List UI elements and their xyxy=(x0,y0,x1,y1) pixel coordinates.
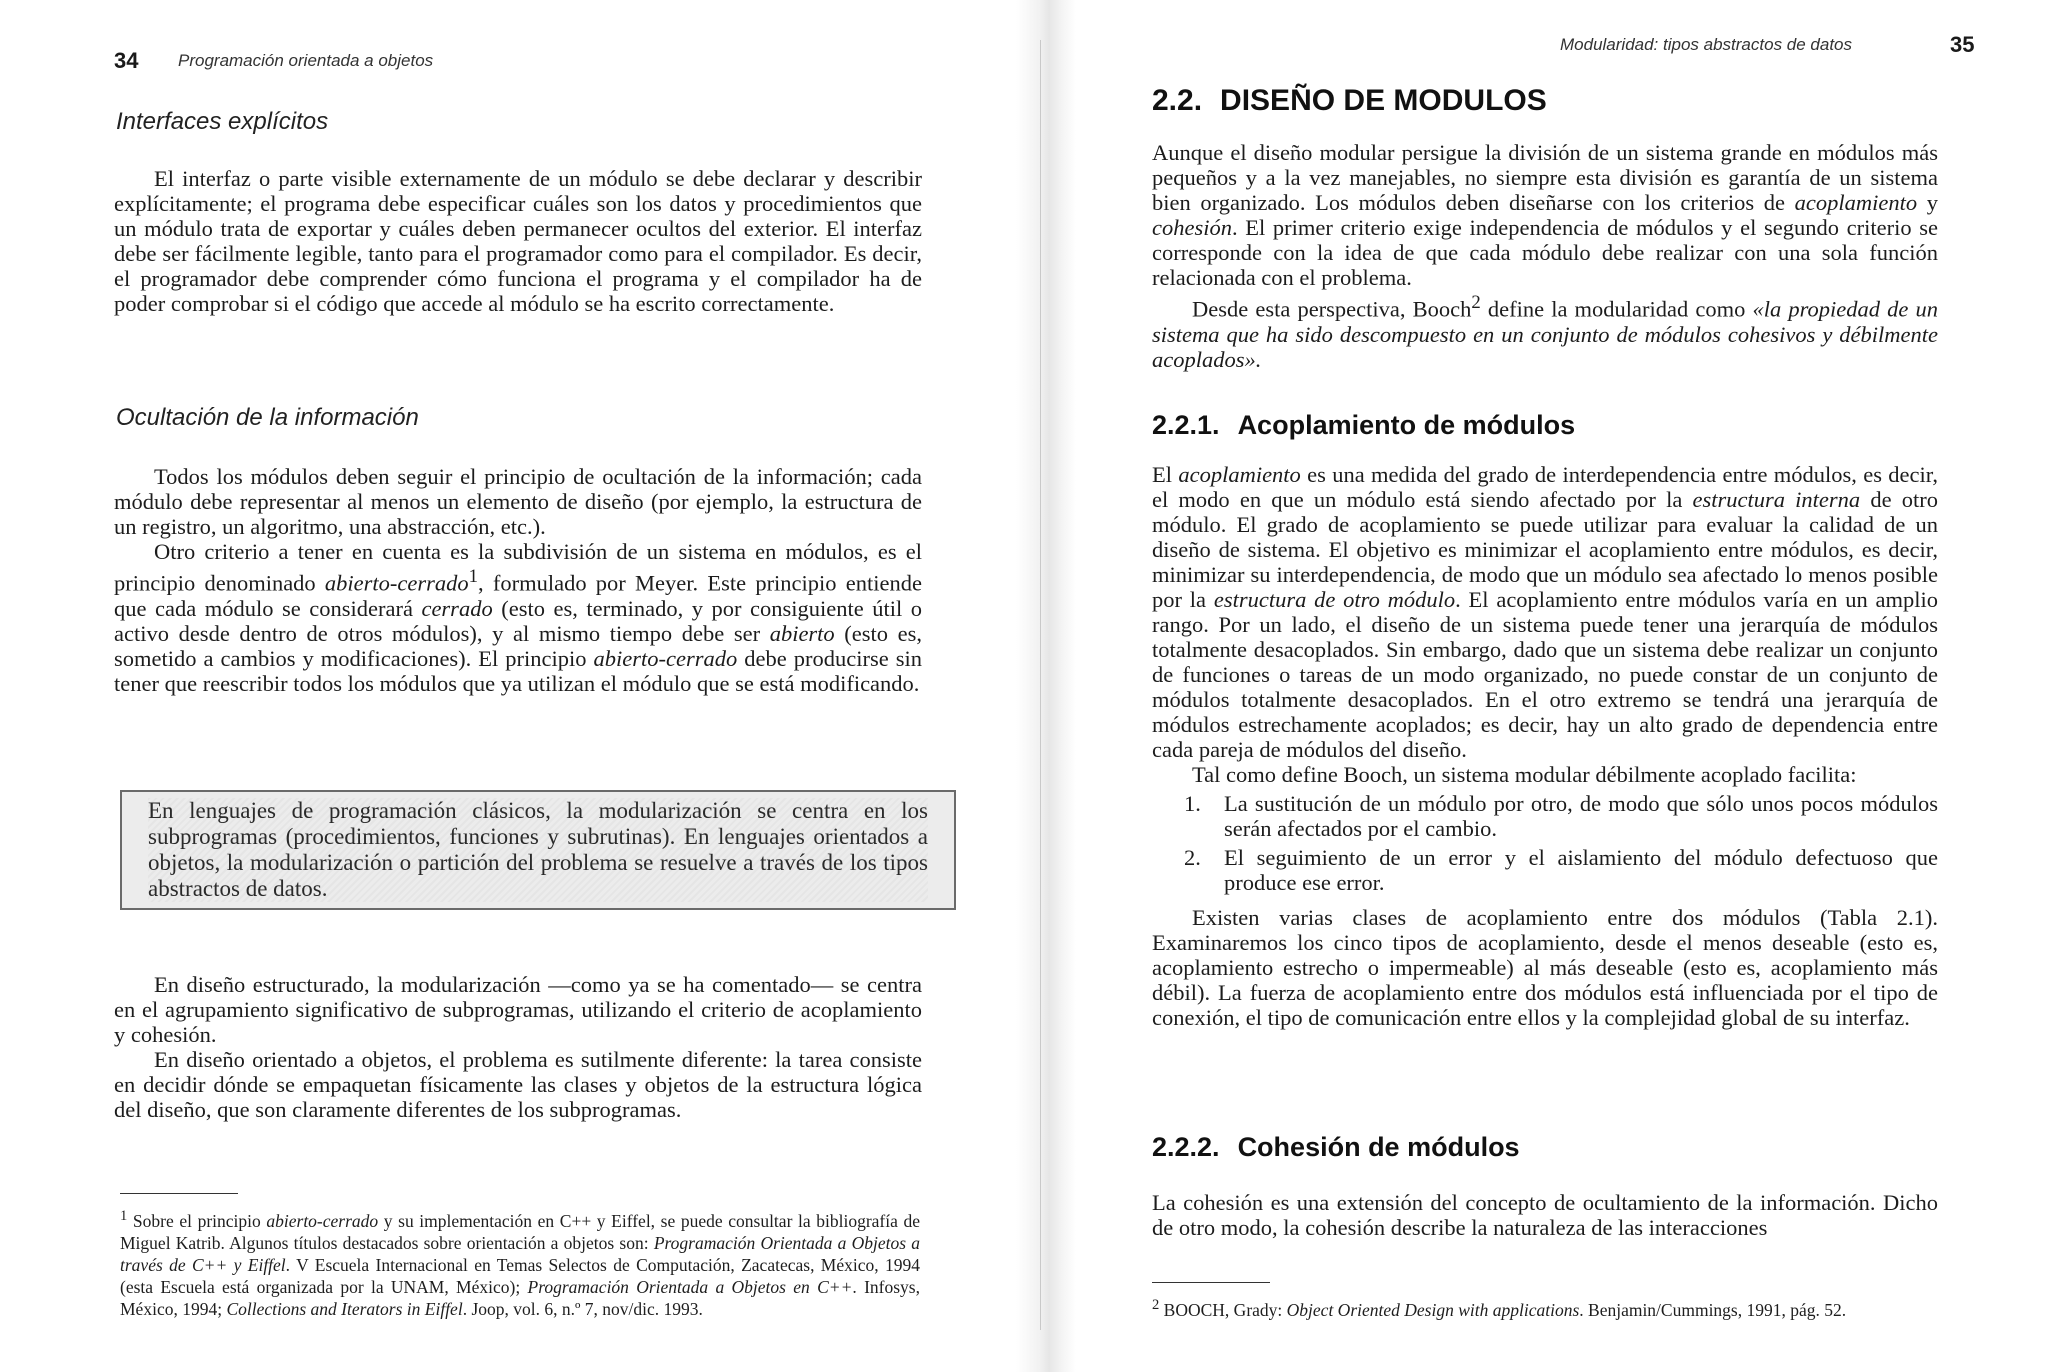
text-run: Desde esta perspectiva, Booch xyxy=(1192,296,1472,322)
emphasis-cerrado: cerrado xyxy=(421,595,493,621)
subsection-heading-cohesion xyxy=(1152,1132,1520,1163)
emphasis: Programación Orientada a Objetos en C++ xyxy=(527,1276,853,1297)
list-item-number: 1. xyxy=(1184,791,1201,816)
text-run: de otro módulo. El grado de acoplamiento se puede utilizar para evaluar la calidad de un diseño de sistema. El objetivo es minimizar el acoplamiento entre módulos, es decir, minimizar su interdependencia, de modo que un módulo sea afectado lo menos posible por la xyxy=(1152,487,1938,612)
footnote-rule-right xyxy=(1152,1282,1270,1283)
footnote-ref-2: 2 xyxy=(1471,292,1481,313)
section-title: DISEÑO DE MODULOS xyxy=(1220,84,1547,117)
emphasis: Programación Orientada a Objetos a través de C++ y Eiffel xyxy=(120,1232,921,1275)
emphasis: estructura interna xyxy=(1692,487,1861,512)
subhead-ocultacion: Ocultación de la información xyxy=(116,404,419,431)
paragraph-ocultacion-1: Todos los módulos deben seguir el principio de ocultación de la información; cada módulo debe representar al menos un elemento de diseño (por ejemplo, la estructura de un registro, un algoritmo, una abstracción, etc.). xyxy=(114,464,922,539)
numbered-list xyxy=(1184,791,1938,895)
text-run: . Benjamin/Cummings, 1991, pág. 52. xyxy=(1579,1299,1847,1320)
footnote-number: 1 xyxy=(120,1208,128,1224)
text-run: BOOCH, Grady: xyxy=(1159,1299,1287,1320)
text-run: y xyxy=(1917,190,1939,215)
section-diseno-modulos xyxy=(1152,140,1938,372)
list-item-text: El seguimiento de un error y el aislamiento del módulo defectuoso que produce ese error. xyxy=(1224,845,1938,895)
emphasis: Collections and Iterators in Eiffel xyxy=(226,1298,463,1319)
running-head-right: Modularidad: tipos abstractos de datos xyxy=(1560,35,1853,54)
footnote-1 xyxy=(120,1205,920,1320)
paragraph-diseno-2: En diseño orientado a objetos, el problema es sutilmente diferente: la tarea consiste en decidir dónde se empaquetan físicamente las clases y objetos de la estructura lógica del diseño, que son claramente diferentes de los subprogramas. xyxy=(114,1047,922,1122)
emphasis: estructura de otro módulo xyxy=(1213,587,1456,612)
emphasis-abierto-cerrado-2: abierto-cerrado xyxy=(593,645,738,671)
paragraph-interfaces xyxy=(114,166,922,316)
text-run: Otro criterio a tener en cuenta es la subdivisión de un sistema en módulos, es el principio denominado xyxy=(114,539,922,596)
subsection-number: 2.2.1. xyxy=(1152,410,1220,440)
section-cohesion xyxy=(1152,1190,1938,1240)
paragraph-ocultacion-2 xyxy=(114,539,922,696)
list-item-number: 2. xyxy=(1184,845,1201,870)
paragraph-acoplamiento-1 xyxy=(1152,462,1938,762)
page-number-left: 34 xyxy=(114,48,139,73)
list-item xyxy=(1184,845,1938,895)
paragraph-acoplamiento-3: Existen varias clases de acoplamiento entre dos módulos (Tabla 2.1). Examinaremos los cinco tipos de acoplamiento, desde el menos deseable (esto es, acoplamiento estrecho o impermeable) al más deseable (esto es, acoplamiento más débil). La fuerza de acoplamiento entre dos módulos está influenciada por el tipo de conexión, el tipo de comunicación entre ellos y la complejidad global de su interfaz. xyxy=(1152,905,1938,1030)
emphasis: abierto-cerrado xyxy=(266,1210,379,1231)
right-page xyxy=(1030,0,2048,1372)
page-number-right: 35 xyxy=(1950,32,1975,57)
text-run: (esto es, sometido a cambios y modificaciones). El principio xyxy=(114,620,922,671)
text-run: . V Escuela Internacional en Temas Selectos de Computación, Zacatecas, México, 1994 (esta Escuela está organizada por la UNAM, México); xyxy=(120,1254,920,1297)
paragraph-diseno-1: En diseño estructurado, la modularización —como ya se ha comentado— se centra en el agrupamiento significativo de subprogramas, utilizando el criterio de acoplamiento y cohesión. xyxy=(114,972,922,1047)
emphasis-cohesion: cohesión xyxy=(1152,215,1232,240)
section-heading xyxy=(1152,84,1547,118)
subsection-title: Cohesión de módulos xyxy=(1237,1132,1520,1162)
subsection-title: Acoplamiento de módulos xyxy=(1237,410,1576,440)
subsection-heading-acoplamiento xyxy=(1152,410,1575,441)
footnote-2 xyxy=(1152,1294,1938,1321)
section-ocultacion xyxy=(114,464,922,696)
section-acoplamiento xyxy=(1152,462,1938,1030)
footnote-number: 2 xyxy=(1152,1297,1160,1313)
callout-text: En lenguajes de programación clásicos, la modularización se centra en los subprogramas (procedimientos, funciones y subrutinas). En lenguajes orientados a objetos, la modularización o partición del problema se resuelve a través de los tipos abstractos de datos. xyxy=(148,798,928,901)
list-item-text: La sustitución de un módulo por otro, de modo que sólo unos pocos módulos serán afectados por el cambio. xyxy=(1224,791,1938,841)
footnote-ref-1: 1 xyxy=(468,566,479,587)
subhead-interfaces: Interfaces explícitos xyxy=(116,108,329,135)
text-run: define la modularidad como xyxy=(1480,296,1753,322)
paragraph-diseno-modulos-2 xyxy=(1152,290,1938,372)
emphasis-acoplamiento: acoplamiento xyxy=(1794,190,1918,215)
text-run: (esto es, terminado, y por consiguiente útil o activo desde dentro de otros módulos), y al mismo tiempo debe ser xyxy=(114,595,922,646)
text-run: . Infosys, México, 1994; xyxy=(120,1276,920,1319)
emphasis-abierto: abierto xyxy=(769,620,835,646)
text-run: . El acoplamiento entre módulos varía en un amplio rango. Por un lado, el diseño de un sistema puede tener una jerarquía de módulos totalmente desacoplados. Sin embargo, dado que un sistema debe realizar un conjunto de funciones o tareas de un modo organizado, no puede constar de un conjunto de módulos totalmente desacoplados. En el otro extremo se tendrá una jerarquía de módulos estrechamente acoplados; es decir, hay un alto grado de dependencia entre cada pareja de módulos del diseño. xyxy=(1152,587,1938,762)
paragraph-interfaces-text: El interfaz o parte visible externamente de un módulo se debe declarar y describir explícitamente; el programa debe especificar cuáles son los datos y procedimientos que un módulo trata de exportar y cuáles deben permanecer ocultos del exterior. El interfaz debe ser fácilmente legible, tanto para el programador como para el compilador. Es decir, el programador debe comprender cómo funciona el programa y el compilador ha de poder comprobar si el código que accede al módulo se ha escrito correctamente. xyxy=(114,166,922,316)
emphasis: Object Oriented Design with applications xyxy=(1286,1299,1580,1320)
emphasis-abierto-cerrado: abierto-cerrado xyxy=(324,570,469,596)
emphasis: acoplamiento xyxy=(1178,462,1301,487)
text-run: es una medida del grado de interdependencia entre módulos, es decir, el modo en que un módulo está siendo afectado por la xyxy=(1152,462,1939,512)
subsection-number: 2.2.2. xyxy=(1152,1132,1220,1162)
text-run: El xyxy=(1152,462,1179,487)
text-run: debe producirse sin tener que reescribir todos los módulos que ya utilizan el módulo que se está modificando. xyxy=(114,645,922,696)
text-run: y su implementación en C++ y Eiffel, se puede consultar la bibliografía de Miguel Katrib. Algunos títulos destacados sobre orientación a objetos son: xyxy=(120,1210,921,1253)
text-run: , formulado por Meyer. Este principio entiende que cada módulo se considerará xyxy=(114,570,922,621)
paragraph-cohesion: La cohesión es una extensión del concepto de ocultamiento de la información. Dicho de otro modo, la cohesión describe la naturaleza de las interacciones xyxy=(1152,1190,1938,1240)
text-run: Aunque el diseño modular persigue la división de un sistema grande en módulos más pequeños y a la vez manejables, no siempre esta división es garantía de un sistema bien organizado. Los módulos deben diseñarse con los criterios de xyxy=(1152,140,1938,215)
callout-box xyxy=(120,790,956,910)
text-run: . El primer criterio exige independencia de módulos y el segundo criterio se corresponde con la idea de que cada módulo debe realizar con una sola función relacionada con el problema. xyxy=(1152,215,1938,290)
section-number: 2.2. xyxy=(1152,84,1203,117)
running-head-left: Programación orientada a objetos xyxy=(178,51,434,70)
text-run: . Joop, vol. 6, n.º 7, nov/dic. 1993. xyxy=(462,1298,703,1319)
section-diseno xyxy=(114,972,922,1122)
paragraph-acoplamiento-2: Tal como define Booch, un sistema modular débilmente acoplado facilita: xyxy=(1192,762,1857,787)
paragraph-diseno-modulos-1 xyxy=(1152,140,1938,290)
text-run: Sobre el principio xyxy=(127,1210,267,1231)
emphasis-definition: «la propiedad de un sistema que ha sido descompuesto en un conjunto de módulos cohesivos y débilmente acoplados». xyxy=(1152,296,1938,372)
footnote-rule-left xyxy=(120,1193,238,1194)
list-item xyxy=(1184,791,1938,841)
